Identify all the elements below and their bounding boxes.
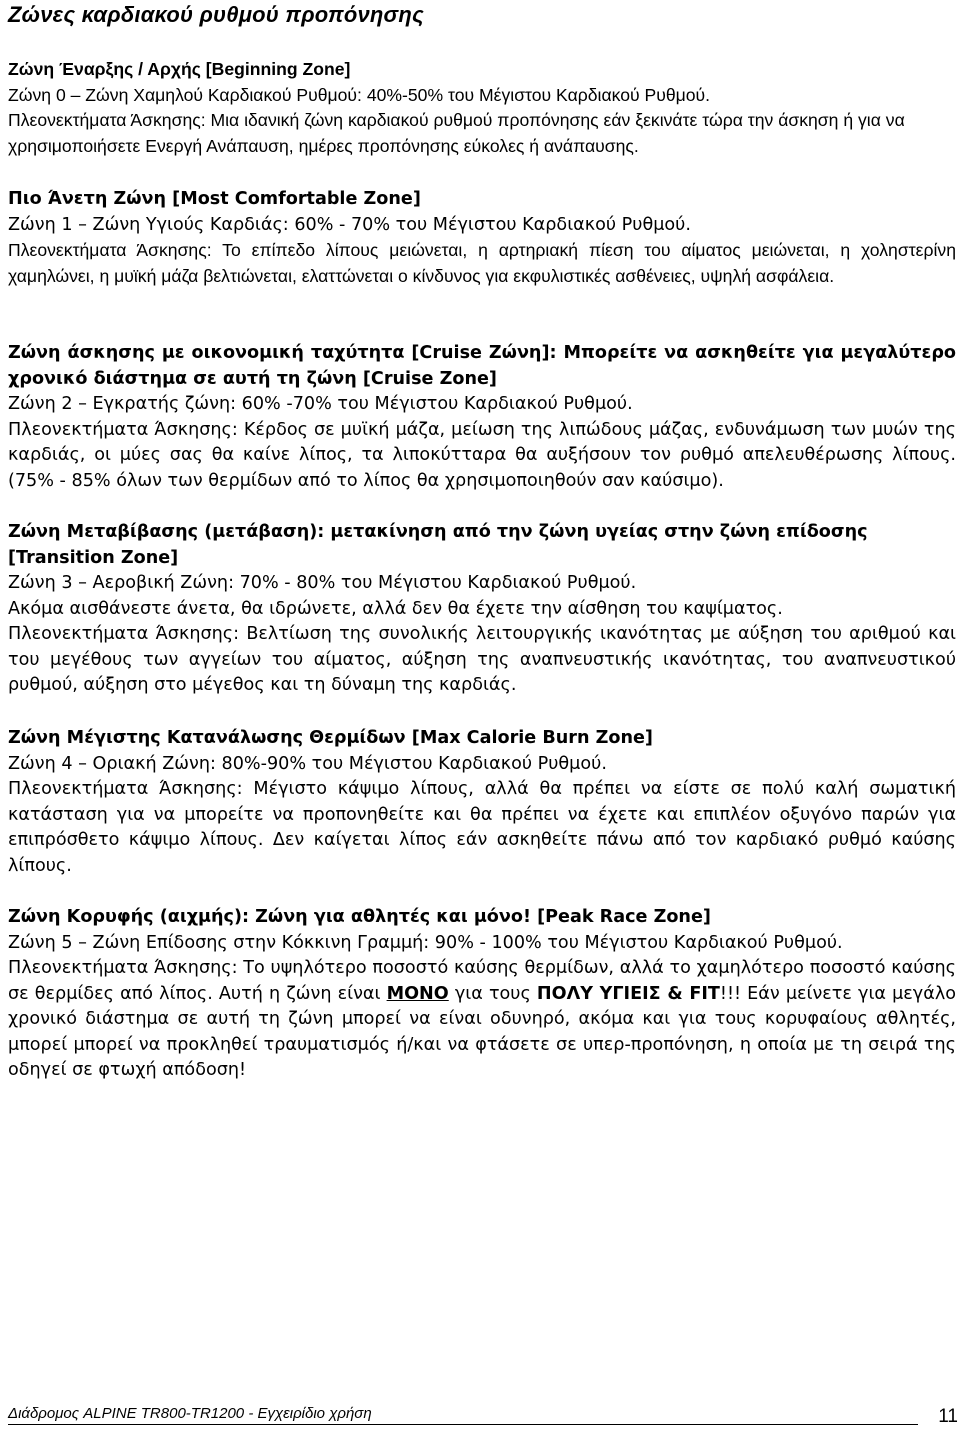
zone-benefits: Πλεονεκτήματα Άσκησης: Το επίπεδο λίπους μειώνεται, η αρτηριακή πίεση του αίματος μειώνεται, η χοληστερίνη χαμηλώνει, η μυϊκή μάζα βελτιώνεται, ελαττώνεται ο κίνδυνος για εκφυλιστικές ασθένειες, υψηλή ασφάλεια. bbox=[8, 240, 956, 286]
page-footer bbox=[8, 1402, 956, 1428]
zone-heading: Ζώνη Μέγιστης Κατανάλωσης Θερμίδων [Max Calorie Burn Zone] bbox=[8, 728, 653, 748]
zone-heading: Ζώνη Έναρξης / Αρχής [Beginning Zone] bbox=[8, 59, 351, 79]
zone-line: Ζώνη 2 – Εγκρατής ζώνη: 60% -70% του Μέγιστου Καρδιακού Ρυθμού. bbox=[8, 394, 633, 414]
zone-line: Ζώνη 5 – Ζώνη Επίδοσης στην Κόκκινη Γραμμή: 90% - 100% του Μέγιστου Καρδιακού Ρυθμού. bbox=[8, 932, 843, 953]
zone-heading: Ζώνη Μεταβίβασης (μετάβαση): μετακίνηση από την ζώνη υγείας στην ζώνη επίδοσης [Transition Zone] bbox=[8, 522, 868, 568]
zone-line: Ζώνη 1 – Ζώνη Υγιούς Καρδιάς: 60% - 70% του Μέγιστου Καρδιακού Ρυθμού. bbox=[8, 214, 691, 235]
emphasis-very-healthy-fit: ΠΟΛΥ ΥΓΙΕΙΣ & FIT bbox=[536, 983, 720, 1004]
zone-section-transition bbox=[8, 520, 956, 699]
benefits-text: Πλεονεκτήματα Άσκησης: Το υψηλότερο ποσοστό καύσης θερμίδων, αλλά το χαμηλότερο ποσοστό καύσης σε θερμίδες από λίπος. Αυτή η ζώνη είναι bbox=[8, 958, 956, 1004]
zone-note: Ακόμα αισθάνεστε άνετα, θα ιδρώνετε, αλλά δεν θα έχετε την αίσθηση του καψίματος. bbox=[8, 598, 783, 619]
manual-page bbox=[8, 0, 958, 1427]
page-number: 11 bbox=[938, 1406, 958, 1427]
zone-section-cruise bbox=[8, 341, 956, 494]
benefits-text: !!! Εάν μείνετε για μεγάλο χρονικό διάστημα σε αυτή τη ζώνη μπορεί να είναι οδυνηρό, ακόμα και για τους κορυφαίους αθλητές, μπορεί μπορεί να προκληθεί τραυματισμός ή/και να φτάσετε σε υπερ-προπόνηση, η οποία με τη σειρά της οδηγεί σε φτωχή απόδοση! bbox=[8, 983, 956, 1080]
zone-section-max-calorie-burn bbox=[8, 726, 956, 879]
zone-heading: Πιο Άνετη Ζώνη [Most Comfortable Zone] bbox=[8, 189, 421, 209]
emphasis-only: ΜΟΝΟ bbox=[386, 983, 449, 1004]
zone-benefits: Πλεονεκτήματα Άσκησης: Κέρδος σε μυϊκή μάζα, μείωση της λιπώδους μάζας, ενδυνάμωση των μυών της καρδιάς, οι μύες σας θα καίνε λίπος, τα λιποκύτταρα θα αυξήσουν τον ρυθμό απελευθέρωσης λίπους. (75% - 85% όλων των θερμίδων από το λίπος θα χρησιμοποιηθούν σαν καύσιμο). bbox=[8, 419, 956, 491]
zone-line: Ζώνη 4 – Οριακή Ζώνη: 80%-90% του Μέγιστου Καρδιακού Ρυθμού. bbox=[8, 753, 607, 774]
zone-benefits: Πλεονεκτήματα Άσκησης: Βελτίωση της συνολικής λειτουργικής ικανότητας με αύξηση του αριθμού και του μεγέθους των αγγείων του αίματος, αύξηση της αναπνευστικής ικανότητας, του αναπνευστικού ρυθμού, αύξηση στο μέγεθος και τη δύναμη της καρδιάς. bbox=[8, 624, 956, 695]
footer-rule bbox=[8, 1424, 918, 1425]
footer-text: Διάδρομος ALPINE TR800-TR1200 - Εγχειρίδιο χρήση bbox=[8, 1405, 372, 1422]
zone-section-beginning bbox=[8, 57, 956, 159]
benefits-text: για τους bbox=[448, 983, 537, 1004]
zone-heading: Ζώνη Κορυφής (αιχμής): Ζώνη για αθλητές και μόνο! [Peak Race Zone] bbox=[8, 907, 711, 927]
zone-heading: Ζώνη άσκησης με οικονομική ταχύτητα [Cruise Ζώνη]: Μπορείτε να ασκηθείτε για μεγαλύτερο χρονικό διάστημα σε αυτή τη ζώνη [Cruise Zone] bbox=[8, 343, 956, 389]
zone-benefits bbox=[8, 956, 956, 1084]
zone-line: Ζώνη 3 – Αεροβική Ζώνη: 70% - 80% του Μέγιστου Καρδιακού Ρυθμού. bbox=[8, 573, 637, 593]
zone-line: Ζώνη 0 – Ζώνη Χαμηλού Καρδιακού Ρυθμού: 40%-50% του Μέγιστου Καρδιακού Ρυθμού. bbox=[8, 84, 711, 105]
zone-section-most-comfortable bbox=[8, 187, 956, 289]
page-title: Ζώνες καρδιακού ρυθμού προπόνησης bbox=[8, 2, 424, 27]
zone-benefits: Πλεονεκτήματα Άσκησης: Μέγιστο κάψιμο λίπους, αλλά θα πρέπει να είστε σε πολύ καλή σωματική κατάσταση για να μπορείτε να προπονηθείτε και θα πρέπει να έχετε και επιπλέον οξυγόνο παρών για επιπρόσθετο κάψιμο λίπους. Δεν καίγεται λίπος εάν ασκηθείτε πάνω από τον καρδιακό ρυθμό καύσης λίπους. bbox=[8, 779, 956, 876]
zone-section-peak-race bbox=[8, 905, 956, 1084]
zone-benefits: Πλεονεκτήματα Άσκησης: Μια ιδανική ζώνη καρδιακού ρυθμού προπόνησης εάν ξεκινάτε τώρα την άσκηση ή για να χρησιμοποιήσετε Ενεργή Ανάπαυση, ημέρες προπόνησης εύκολες ή ανάπαυσης. bbox=[8, 110, 905, 156]
